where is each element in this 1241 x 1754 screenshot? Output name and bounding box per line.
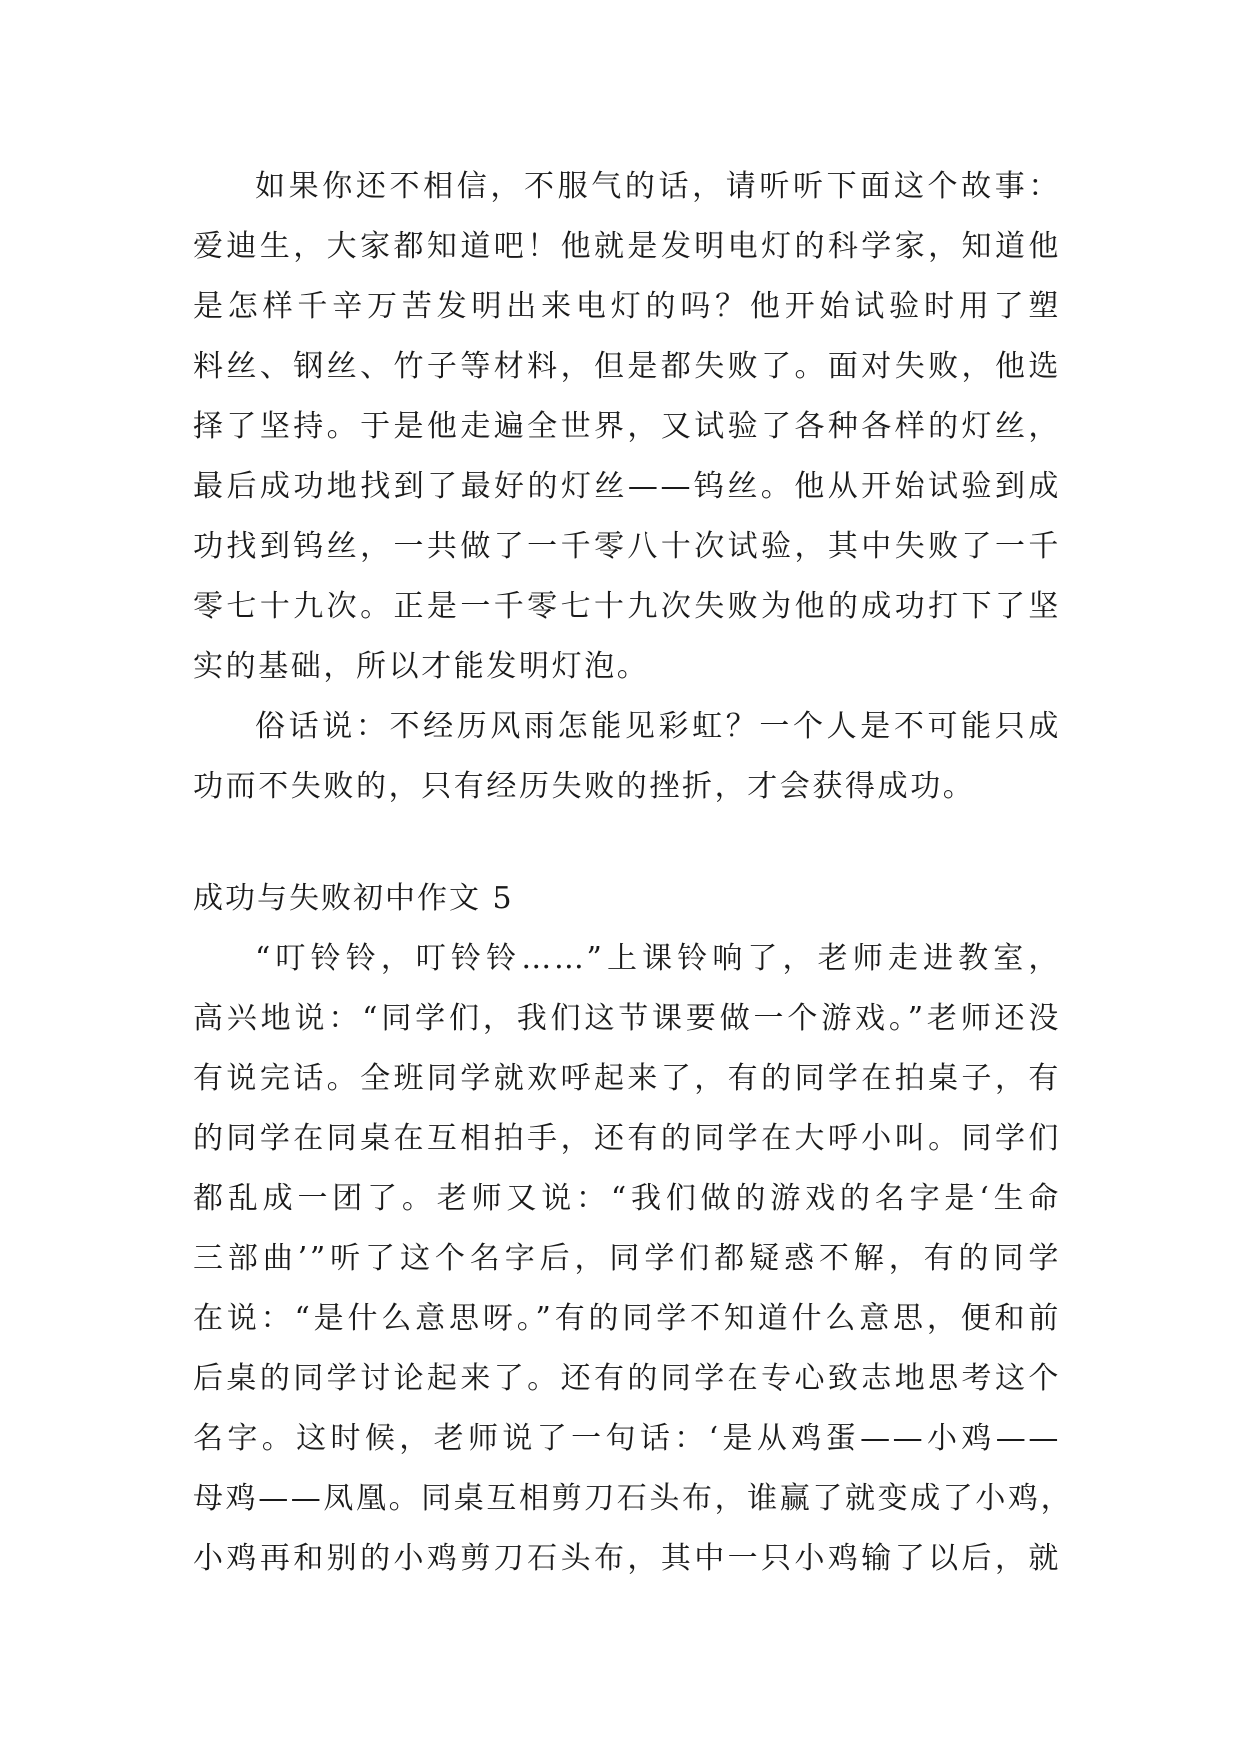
section-heading: 成功与失败初中作文 5 (193, 881, 514, 916)
text-line: 小鸡再和别的小鸡剪刀石头布，其中一只小鸡输了以后，就 (193, 1541, 1061, 1576)
text-line: 如果你还不相信，不服气的话，请听听下面这个故事： (255, 169, 1061, 204)
text-line: 三部曲’”听了这个名字后，同学们都疑惑不解，有的同学 (193, 1241, 1061, 1276)
text-line: 后桌的同学讨论起来了。还有的同学在专心致志地思考这个 (193, 1361, 1061, 1396)
text-line: 都乱成一团了。老师又说：“我们做的游戏的名字是‘生命 (193, 1181, 1061, 1216)
text-column (193, 157, 1074, 1589)
text-line: 功找到钨丝，一共做了一千零八十次试验，其中失败了一千 (193, 529, 1061, 564)
text-line: 是怎样千辛万苦发明出来电灯的吗？他开始试验时用了塑 (193, 289, 1061, 324)
text-line: 名字。这时候，老师说了一句话：‘是从鸡蛋——小鸡—— (193, 1421, 1061, 1456)
text-line: 母鸡——凤凰。同桌互相剪刀石头布，谁赢了就变成了小鸡， (193, 1481, 1074, 1516)
text-line: 实的基础，所以才能发明灯泡。 (193, 649, 650, 684)
text-line: 有说完话。全班同学就欢呼起来了，有的同学在拍桌子，有 (193, 1061, 1061, 1096)
text-line: 爱迪生，大家都知道吧！他就是发明电灯的科学家，知道他 (193, 229, 1061, 264)
paragraph-edison-story (193, 157, 1061, 697)
text-line: 零七十九次。正是一千零七十九次失败为他的成功打下了坚 (193, 589, 1061, 624)
text-line: 最后成功地找到了最好的灯丝——钨丝。他从开始试验到成 (193, 469, 1061, 504)
text-line: 高兴地说：“同学们，我们这节课要做一个游戏。”老师还没 (193, 1001, 1061, 1036)
paragraph-classroom-game (193, 929, 1074, 1589)
text-line: 功而不失败的，只有经历失败的挫折，才会获得成功。 (193, 769, 976, 804)
text-line: 俗话说：不经历风雨怎能见彩虹？一个人是不可能只成 (255, 709, 1061, 744)
text-line: 料丝、钢丝、竹子等材料，但是都失败了。面对失败，他选 (193, 349, 1061, 384)
text-line: 在说：“是什么意思呀。”有的同学不知道什么意思，便和前 (193, 1301, 1061, 1336)
text-line: “叮铃铃，叮铃铃……”上课铃响了，老师走进教室， (255, 941, 1061, 976)
text-line: 择了坚持。于是他走遍全世界，又试验了各种各样的灯丝， (193, 409, 1061, 444)
paragraph-proverb (193, 697, 1061, 817)
text-line: 的同学在同桌在互相拍手，还有的同学在大呼小叫。同学们 (193, 1121, 1061, 1156)
